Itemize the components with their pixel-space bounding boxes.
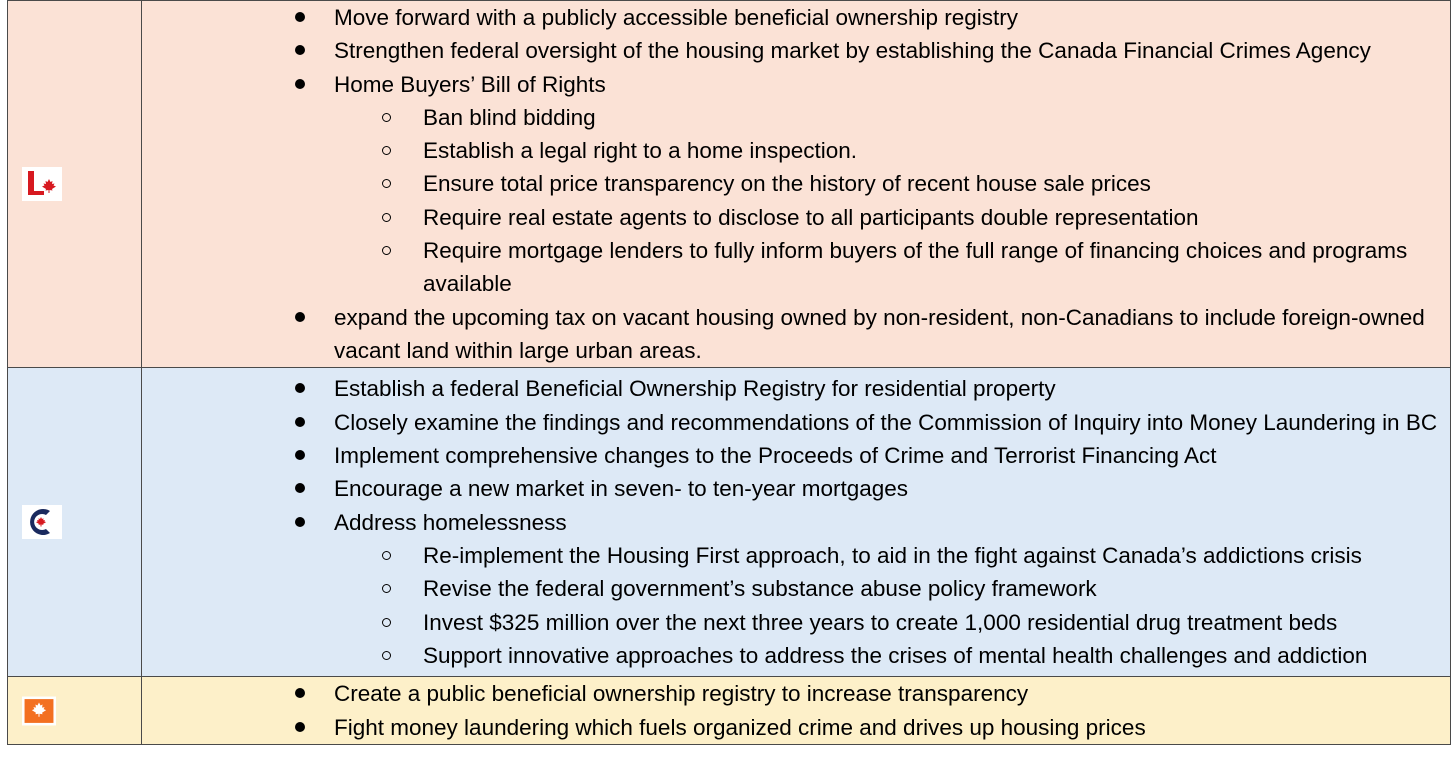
sub-bullet-circle-icon	[382, 246, 391, 255]
sub-bullet-item	[142, 539, 1450, 572]
liberal-content-cell	[142, 1, 1451, 368]
bullet-text: Implement comprehensive changes to the Proceeds of Crime and Terrorist Financing Act	[334, 443, 1217, 469]
bullet-dot-icon	[295, 483, 305, 493]
bullet-dot-icon	[295, 312, 305, 322]
bullet-text: Fight money laundering which fuels organized crime and drives up housing prices	[334, 714, 1146, 740]
bullet-dot-icon	[295, 722, 305, 732]
sub-bullet-item	[142, 234, 1450, 301]
liberal-bullet-list	[142, 1, 1450, 367]
conservative-logo-cell	[8, 368, 142, 677]
bullet-item	[142, 506, 1450, 672]
conservative-party-logo-icon	[22, 505, 62, 539]
sub-bullet-text: Establish a legal right to a home inspection.	[423, 138, 858, 164]
bullet-dot-icon	[295, 688, 305, 698]
conservative-bullet-list	[142, 372, 1450, 672]
liberal-row	[8, 1, 1451, 368]
bullet-item	[142, 472, 1450, 505]
sub-bullet-circle-icon	[382, 146, 391, 155]
sub-bullet-list	[334, 539, 1450, 672]
bullet-dot-icon	[295, 417, 305, 427]
ndp-logo-cell	[8, 677, 142, 745]
conservative-content-cell	[142, 368, 1451, 677]
bullet-text: Strengthen federal oversight of the housing market by establishing the Canada Financial Crimes Agency	[334, 38, 1371, 64]
sub-bullet-circle-icon	[382, 113, 391, 122]
bullet-dot-icon	[295, 12, 305, 22]
sub-bullet-text: Support innovative approaches to address the crises of mental health challenges and addiction	[423, 642, 1368, 668]
sub-bullet-item	[142, 167, 1450, 200]
sub-bullet-circle-icon	[382, 551, 391, 560]
sub-bullet-text: Re-implement the Housing First approach, to aid in the fight against Canada’s addictions crisis	[423, 542, 1362, 568]
bullet-text: Address homelessness	[334, 509, 567, 535]
bullet-text: Encourage a new market in seven- to ten-year mortgages	[334, 476, 909, 502]
bullet-dot-icon	[295, 517, 305, 527]
liberal-logo-cell	[8, 1, 142, 368]
sub-bullet-text: Ban blind bidding	[423, 104, 596, 130]
sub-bullet-text: Invest $325 million over the next three years to create 1,000 residential drug treatment beds	[423, 609, 1338, 635]
sub-bullet-circle-icon	[382, 651, 391, 660]
bullet-dot-icon	[295, 79, 305, 89]
liberal-party-logo-icon	[22, 167, 62, 201]
bullet-text: Closely examine the findings and recommendations of the Commission of Inquiry into Money Laundering in BC	[334, 409, 1438, 435]
bullet-text: Establish a federal Beneficial Ownership Registry for residential property	[334, 376, 1056, 402]
bullet-text: Create a public beneficial ownership registry to increase transparency	[334, 681, 1029, 707]
ndp-content-cell	[142, 677, 1451, 745]
sub-bullet-circle-icon	[382, 213, 391, 222]
ndp-row	[8, 677, 1451, 745]
sub-bullet-item	[142, 606, 1450, 639]
sub-bullet-list	[334, 101, 1450, 301]
bullet-item	[142, 372, 1450, 405]
conservative-row	[8, 368, 1451, 677]
ndp-bullet-list	[142, 677, 1450, 744]
sub-bullet-item	[142, 101, 1450, 134]
bullet-dot-icon	[295, 383, 305, 393]
party-platform-table	[7, 0, 1451, 745]
sub-bullet-text: Require real estate agents to disclose to all participants double representation	[423, 204, 1199, 230]
sub-bullet-item	[142, 572, 1450, 605]
bullet-text: Home Buyers’ Bill of Rights	[334, 71, 606, 97]
sub-bullet-item	[142, 639, 1450, 672]
bullet-text: Move forward with a publicly accessible beneficial ownership registry	[334, 5, 1019, 30]
ndp-party-logo-icon	[22, 695, 56, 727]
bullet-dot-icon	[295, 45, 305, 55]
sub-bullet-circle-icon	[382, 584, 391, 593]
sub-bullet-item	[142, 134, 1450, 167]
bullet-item	[142, 406, 1450, 439]
sub-bullet-text: Ensure total price transparency on the history of recent house sale prices	[423, 171, 1151, 197]
bullet-item	[142, 34, 1450, 67]
bullet-item	[142, 1, 1450, 34]
bullet-item	[142, 68, 1450, 301]
bullet-text: expand the upcoming tax on vacant housing owned by non-resident, non-Canadians to include foreign-owned vacant land within large urban areas.	[334, 304, 1425, 363]
bullet-item	[142, 439, 1450, 472]
sub-bullet-item	[142, 201, 1450, 234]
bullet-dot-icon	[295, 450, 305, 460]
sub-bullet-text: Require mortgage lenders to fully inform buyers of the full range of financing choices and programs available	[423, 238, 1408, 297]
bullet-item	[142, 711, 1450, 744]
bullet-item	[142, 301, 1450, 368]
sub-bullet-text: Revise the federal government’s substance abuse policy framework	[423, 576, 1097, 602]
bullet-item	[142, 677, 1450, 710]
sub-bullet-circle-icon	[382, 179, 391, 188]
sub-bullet-circle-icon	[382, 618, 391, 627]
